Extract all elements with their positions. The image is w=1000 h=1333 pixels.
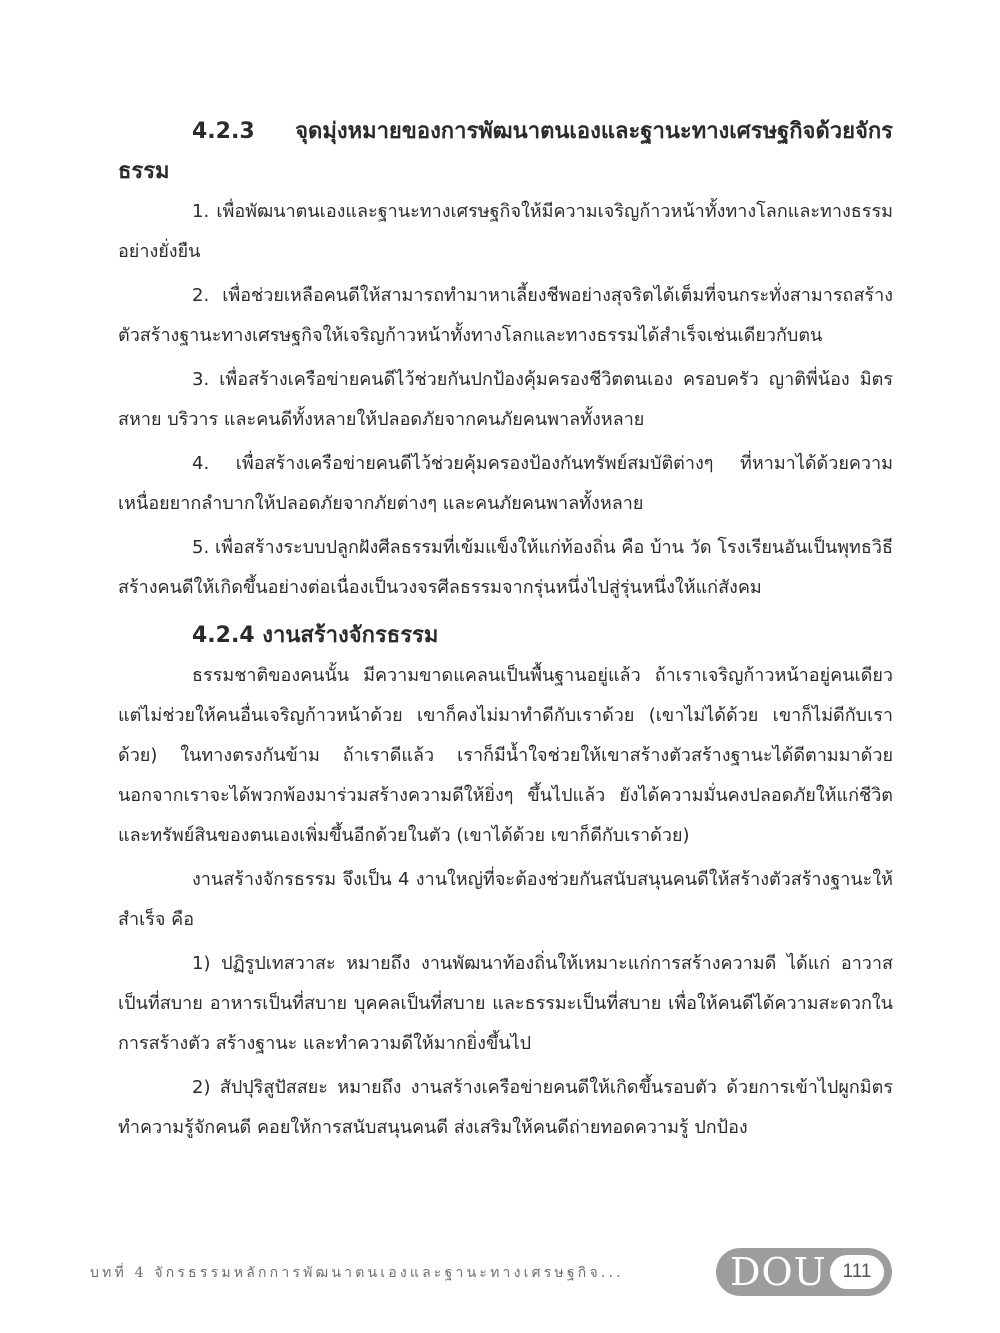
page-body bbox=[118, 112, 893, 1152]
body-paragraph: งานสร้างจักรธรรม จึงเป็น 4 งานใหญ่ที่จะต้องช่วยกันสนับสนุนคนดีให้สร้างตัวสร้างฐานะให้สำเร็จ คือ bbox=[118, 869, 893, 930]
body-paragraph: 2) สัปปุริสูปัสสยะ หมายถึง งานสร้างเครือข่ายคนดีให้เกิดขึ้นรอบตัว ด้วยการเข้าไปผูกมิตรทำความรู้จักคนดี คอยให้การสนับสนุนคนดี ส่งเสริมให้คนดีถ่ายทอดความรู้ ปกป้อง bbox=[118, 1077, 893, 1138]
body-paragraph: 1) ปฏิรูปเทสวาสะ หมายถึง งานพัฒนาท้องถิ่นให้เหมาะแก่การสร้างความดี ได้แก่ อาวาสเป็นที่สบาย อาหารเป็นที่สบาย บุคคลเป็นที่สบาย และธรรมะเป็นที่สบาย เพื่อให้คนดีได้ความสะดวกในการสร้างตัว สร้างฐานะ และทำความดีให้มากยิ่งขึ้นไป bbox=[118, 953, 893, 1054]
list-item: 2. เพื่อช่วยเหลือคนดีให้สามารถทำมาหาเลี้ยงชีพอย่างสุจริตได้เต็มที่จนกระทั่งสามารถสร้างตัวสร้างฐานะทางเศรษฐกิจให้เจริญก้าวหน้าทั้งทางโลกและทางธรรมได้สำเร็จเช่นเดียวกับตน bbox=[118, 285, 893, 346]
list-item: 5. เพื่อสร้างระบบปลูกฝังศีลธรรมที่เข้มแข็งให้แก่ท้องถิ่น คือ บ้าน วัด โรงเรียนอันเป็นพุทธวิธีสร้างคนดีให้เกิดขึ้นอย่างต่อเนื่องเป็นวงจรศีลธรรมจากรุ่นหนึ่งไปสู่รุ่นหนึ่งให้แก่สังคม bbox=[118, 537, 893, 598]
list-item: 4. เพื่อสร้างเครือข่ายคนดีไว้ช่วยคุ้มครองป้องกันทรัพย์สมบัติต่างๆ ที่หามาได้ด้วยความเหนื่อยยากลำบากให้ปลอดภัยจากภัยต่างๆ และคนภัยคนพาลทั้งหลาย bbox=[118, 453, 893, 514]
section-heading-4-2-4: 4.2.4 งานสร้างจักรธรรม bbox=[192, 623, 439, 648]
page-footer bbox=[90, 1248, 890, 1296]
section-heading-4-2-3: 4.2.3 จุดมุ่งหมายของการพัฒนาตนเองและฐานะทางเศรษฐกิจด้วยจักรธรรม bbox=[118, 119, 893, 184]
list-item: 3. เพื่อสร้างเครือข่ายคนดีไว้ช่วยกันปกป้องคุ้มครองชีวิตตนเอง ครอบครัว ญาติพี่น้อง มิตรสหาย บริวาร และคนดีทั้งหลายให้ปลอดภัยจากคนภัยคนพาลทั้งหลาย bbox=[118, 369, 893, 430]
page-badge bbox=[716, 1248, 892, 1296]
page-number: 111 bbox=[830, 1255, 884, 1289]
chapter-running-title: บทที่ 4 จักรธรรมหลักการพัฒนาตนเองและฐานะทางเศรษฐกิจ... bbox=[90, 1265, 624, 1281]
body-paragraph: ธรรมชาติของคนนั้น มีความขาดแคลนเป็นพื้นฐานอยู่แล้ว ถ้าเราเจริญก้าวหน้าอยู่คนเดียว แต่ไม่ช่วยให้คนอื่นเจริญก้าวหน้าด้วย เขาก็คงไม่มาทำดีกับเราด้วย (เขาไม่ได้ด้วย เขาก็ไม่ดีกับเราด้วย) ในทางตรงกันข้าม ถ้าเราดีแล้ว เราก็มีน้ำใจช่วยให้เขาสร้างตัวสร้างฐานะได้ดีตามมาด้วย นอกจากเราจะได้พวกพ้องมาร่วมสร้างความดีให้ยิ่งๆ ขึ้นไปแล้ว ยังได้ความมั่นคงปลอดภัยให้แก่ชีวิตและทรัพย์สินของตนเองเพิ่มขึ้นอีกด้วยในตัว (เขาได้ด้วย เขาก็ดีกับเราด้วย) bbox=[118, 665, 893, 846]
list-item: 1. เพื่อพัฒนาตนเองและฐานะทางเศรษฐกิจให้มีความเจริญก้าวหน้าทั้งทางโลกและทางธรรมอย่างยั่งยืน bbox=[118, 201, 893, 262]
dou-logo: DOU bbox=[730, 1250, 827, 1294]
